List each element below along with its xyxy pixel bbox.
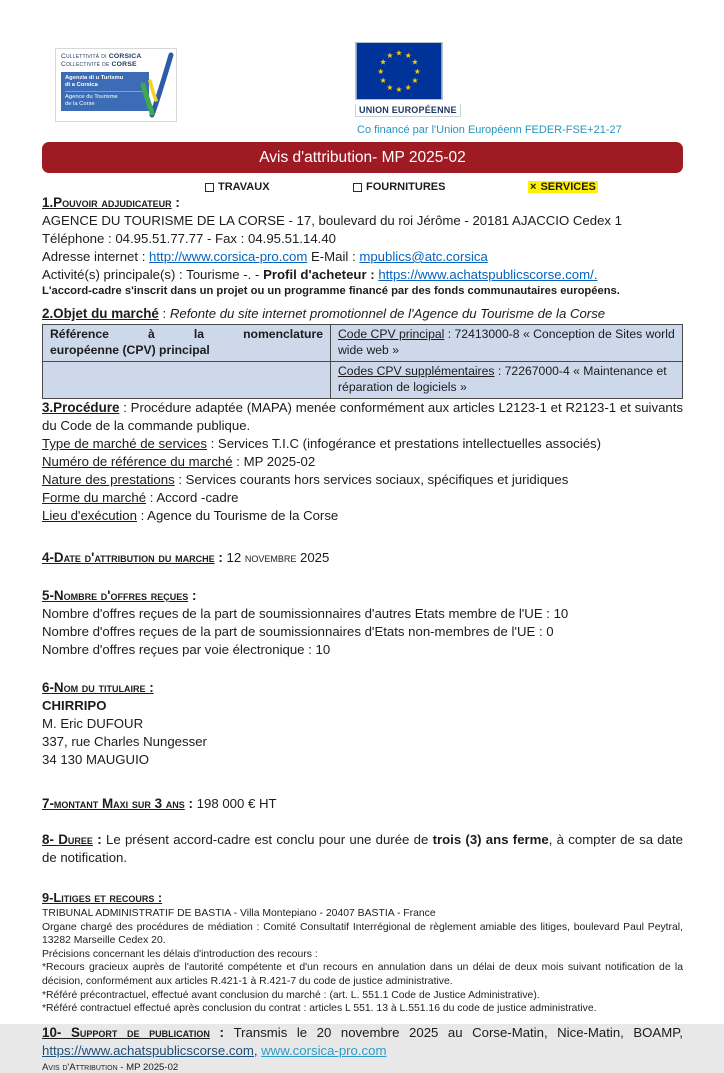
eu-funding-note: L'accord-cadre s'inscrit dans un projet ou un programme financé par des fonds communautaires européens.	[42, 285, 620, 297]
offers-electronic-line: Nombre d'offres reçues par voie électronique : 10	[42, 642, 331, 657]
section6-number: 6-	[42, 680, 54, 695]
section7-line	[42, 795, 683, 813]
section1-heading	[42, 194, 683, 212]
section8-title: Duree	[58, 832, 93, 847]
cpv-principal-label: Code CPV principal	[338, 327, 445, 341]
svg-text:★: ★	[386, 50, 394, 60]
section3-colon: :	[119, 400, 131, 415]
market-type-label: Type de marché de services	[42, 436, 207, 451]
cofinance-text: Co financé par l'Union Européenn FEDER-FSE+21-27	[357, 124, 622, 136]
fournitures-checkbox-icon	[353, 183, 362, 192]
procedure-text: Procédure adaptée (MAPA) menée conformément aux articles L2123-1 et R2123-1 et suivants du Code de la commande publique.	[42, 400, 684, 433]
attribution-date-value: 12 novembre 2025	[226, 550, 330, 565]
section9-number: 9-	[42, 890, 54, 905]
eu-label: UNION EUROPÉENNE	[355, 104, 461, 117]
corsica-band-line3: Agence du Tourisme	[65, 91, 145, 101]
execution-place-label: Lieu d'exécution	[42, 508, 137, 523]
cpv-supplementary-value: : 72267000-4 « Maintenance et réparation de logiciels »	[338, 364, 667, 394]
section7-title: montant Maxi sur 3 ans	[53, 796, 185, 811]
services-nature-label: Nature des prestations	[42, 472, 175, 487]
activity-label: Activité(s) principale(s) : Tourisme -. -	[42, 267, 264, 282]
corsica-logo-line2-bold: CORSE	[111, 61, 137, 68]
section5-heading	[42, 587, 683, 605]
cpv-left-label-line2: européenne (CPV) principal	[50, 342, 210, 357]
section4-line	[42, 549, 683, 567]
section8-number: 8-	[42, 832, 59, 847]
recours-intro-line: Précisions concernant les délais d'introduction des recours :	[42, 948, 318, 960]
cpv-table-row1	[43, 325, 683, 362]
section8-paragraph	[42, 831, 683, 867]
section4-title: Date d'attribution du marche	[53, 550, 215, 565]
phone-fax-line: Téléphone : 04.95.51.77.77 - Fax : 04.95.51.14.40	[42, 231, 337, 246]
refere-precontractuel-line: *Référé précontractuel, effectué avant conclusion du marché : (art. L. 551.1 Code de Justice Administrative).	[42, 989, 540, 1001]
section5-number: 5-	[42, 588, 54, 603]
max-amount-value: 198 000 € HT	[196, 796, 277, 811]
corsica-swoosh-icon	[138, 53, 174, 119]
eu-flag-icon	[355, 42, 443, 100]
market-type-line	[42, 435, 683, 453]
section10-title: Support de publication	[70, 1024, 210, 1040]
publication-achatspublicscorse-link[interactable]: https://www.achatspublicscorse.com,	[42, 1042, 258, 1058]
cpv-supplementary-label: Codes CPV supplémentaires	[338, 364, 495, 378]
services-nature-value: : Services courants hors services sociaux, spécifiques et juridiques	[174, 472, 569, 487]
section2-colon: :	[158, 306, 170, 321]
section5-title: Nombre d'offres reçues	[53, 588, 189, 603]
cpv-table-row2	[43, 362, 683, 399]
cpv-empty-cell	[43, 362, 331, 399]
internet-label: Adresse internet :	[42, 249, 150, 264]
execution-place-line	[42, 507, 683, 525]
corsica-pro-link[interactable]: http://www.corsica-pro.com	[149, 249, 308, 264]
section10-colon: :	[209, 1024, 234, 1040]
svg-text:★: ★	[386, 82, 394, 92]
corsica-logo-line1-pre: Cullettività di	[61, 53, 109, 60]
section10-number: 10-	[42, 1024, 71, 1040]
section4-colon: :	[214, 550, 227, 565]
publication-text: Transmis le 20 novembre 2025 au Corse-Matin, Nice-Matin, BOAMP,	[233, 1024, 683, 1040]
svg-text:★: ★	[395, 85, 403, 95]
section6-heading	[42, 679, 683, 697]
type-fournitures	[353, 181, 445, 193]
type-travaux	[205, 181, 270, 193]
travaux-checkbox-icon	[205, 183, 214, 192]
section1-title: Pouvoir adjudicateur	[53, 195, 172, 210]
svg-text:★: ★	[395, 48, 403, 58]
document-body	[42, 194, 683, 1073]
awardee-company-name: CHIRRIPO	[42, 698, 107, 713]
svg-text:★: ★	[404, 82, 412, 92]
duration-text-post: , à compter de sa date de notification.	[42, 832, 683, 865]
section3-intro	[42, 399, 683, 435]
cpv-principal-cell	[331, 325, 683, 362]
section3-title: Procédure	[53, 400, 120, 415]
internet-email-line	[42, 248, 683, 266]
tribunal-line: TRIBUNAL ADMINISTRATIF DE BASTIA - Villa Montepiano - 20407 BASTIA - France	[42, 908, 436, 919]
offers-eu-members-line: Nombre d'offres reçues de la part de soumissionnaires d'autres Etats membre de l'UE : 10	[42, 606, 569, 621]
market-form-value: : Accord -cadre	[146, 490, 239, 505]
section1-colon: :	[171, 195, 180, 210]
corsica-logo-band	[61, 72, 149, 111]
section9-title: Litiges et recours :	[53, 890, 163, 905]
section5-colon: :	[188, 588, 197, 603]
achatspublicscorse-link[interactable]: https://www.achatspublicscorse.com/.	[378, 267, 598, 282]
recours-gracieux-line: *Recours gracieux auprès de l'autorité compétente et d'un recours en annulation dans un délai de deux mois suivant notification de la décision, conformément aux articles R.421-1 à R.421-7 du code de justice administrative.	[42, 962, 683, 987]
section2-title: Objet du marché	[53, 306, 159, 321]
fournitures-label: FOURNITURES	[366, 181, 446, 193]
corsica-logo-line1-bold: CORSICA	[108, 53, 142, 60]
document-title-banner	[42, 142, 683, 173]
section10-paragraph	[42, 1024, 683, 1060]
reference-number-label: Numéro de référence du marché	[42, 454, 233, 469]
buyer-profile-label: Profil d'acheteur :	[263, 267, 379, 282]
awardee-contact-name: M. Eric DUFOUR	[42, 716, 144, 731]
corsica-logo-line2-pre: Collectivité de	[61, 61, 112, 68]
corsica-band-line1: Agenzia di u Turismu	[65, 75, 124, 81]
duration-bold-value: trois (3) ans ferme	[432, 832, 549, 847]
svg-text:★: ★	[411, 57, 419, 67]
eu-flag-block	[355, 42, 461, 118]
services-label: SERVICES	[540, 181, 596, 193]
section7-number: 7-	[42, 796, 54, 811]
corsica-band-line2: di a Corsica	[65, 82, 98, 88]
section7-colon: :	[184, 796, 197, 811]
svg-text:★: ★	[404, 50, 412, 60]
publication-corsica-pro-link[interactable]: www.corsica-pro.com	[261, 1042, 387, 1058]
cpv-left-label-line1: Référence à la nomenclature	[50, 327, 323, 341]
cpv-supplementary-cell	[331, 362, 683, 399]
section1-number: 1.	[42, 195, 54, 210]
services-nature-line	[42, 471, 683, 489]
refere-contractuel-line: *Référé contractuel effectué après conclusion du contrat : articles L 551. 13 à L.551.16 du code de justice administrative.	[42, 1003, 597, 1015]
svg-text:★: ★	[377, 66, 385, 76]
reference-number-line	[42, 453, 683, 471]
svg-text:★: ★	[379, 57, 387, 67]
adjudicator-address-line: AGENCE DU TOURISME DE LA CORSE - 17, boulevard du roi Jérôme - 20181 AJACCIO Cedex 1	[42, 213, 622, 228]
section8-colon: :	[92, 832, 107, 847]
document-title: Avis d'attribution- MP 2025-02	[259, 149, 466, 166]
svg-text:★: ★	[413, 66, 421, 76]
corsica-band-line4: de la Corse	[65, 101, 95, 107]
section2-number: 2.	[42, 306, 54, 321]
travaux-label: TRAVAUX	[218, 181, 270, 193]
awardee-street: 337, rue Charles Nungesser	[42, 734, 207, 749]
market-object-value: Refonte du site internet promotionnel de l'Agence du Tourisme de la Corse	[169, 306, 606, 321]
type-services-selected	[528, 181, 598, 193]
section2-heading	[42, 305, 683, 323]
market-type-value: : Services T.I.C (infogérance et prestations intellectuelles associés)	[206, 436, 602, 451]
cpv-left-header-cell	[43, 325, 331, 362]
duration-text-pre: Le présent accord-cadre est conclu pour une durée de	[106, 832, 433, 847]
market-form-label: Forme du marché	[42, 490, 147, 505]
section4-number: 4-	[42, 550, 54, 565]
cpv-table	[42, 324, 683, 399]
activity-profile-line	[42, 266, 683, 284]
svg-text:★: ★	[379, 76, 387, 86]
cpv-principal-value: : 72413000-8 « Conception de Sites world wide web »	[338, 327, 675, 357]
svg-text:★: ★	[411, 76, 419, 86]
section3-number: 3.	[42, 400, 54, 415]
offers-non-eu-line: Nombre d'offres reçues de la part de soumissionnaires d'Etats non-membres de l'UE : 0	[42, 624, 554, 639]
market-form-line	[42, 489, 683, 507]
page-footer-reference: Avis d'Attribution - MP 2025-02	[42, 1061, 179, 1073]
awardee-city: 34 130 MAUGUIO	[42, 752, 150, 767]
mediation-line: Organe chargé des procédures de médiation : Comité Consultatif Interrégional de règlement amiable des litiges, boulevard Paul Peytral, 13282 Marseille Cedex 20.	[42, 921, 683, 947]
reference-number-value: : MP 2025-02	[232, 454, 316, 469]
execution-place-value: : Agence du Tourisme de la Corse	[136, 508, 339, 523]
email-link[interactable]: mpublics@atc.corsica	[359, 249, 488, 264]
section9-heading	[42, 889, 683, 907]
corsica-tourism-logo	[55, 48, 177, 122]
services-x-mark-icon: ×	[530, 181, 537, 193]
email-label: E-Mail :	[307, 249, 360, 264]
section6-title: Nom du titulaire :	[53, 680, 154, 695]
